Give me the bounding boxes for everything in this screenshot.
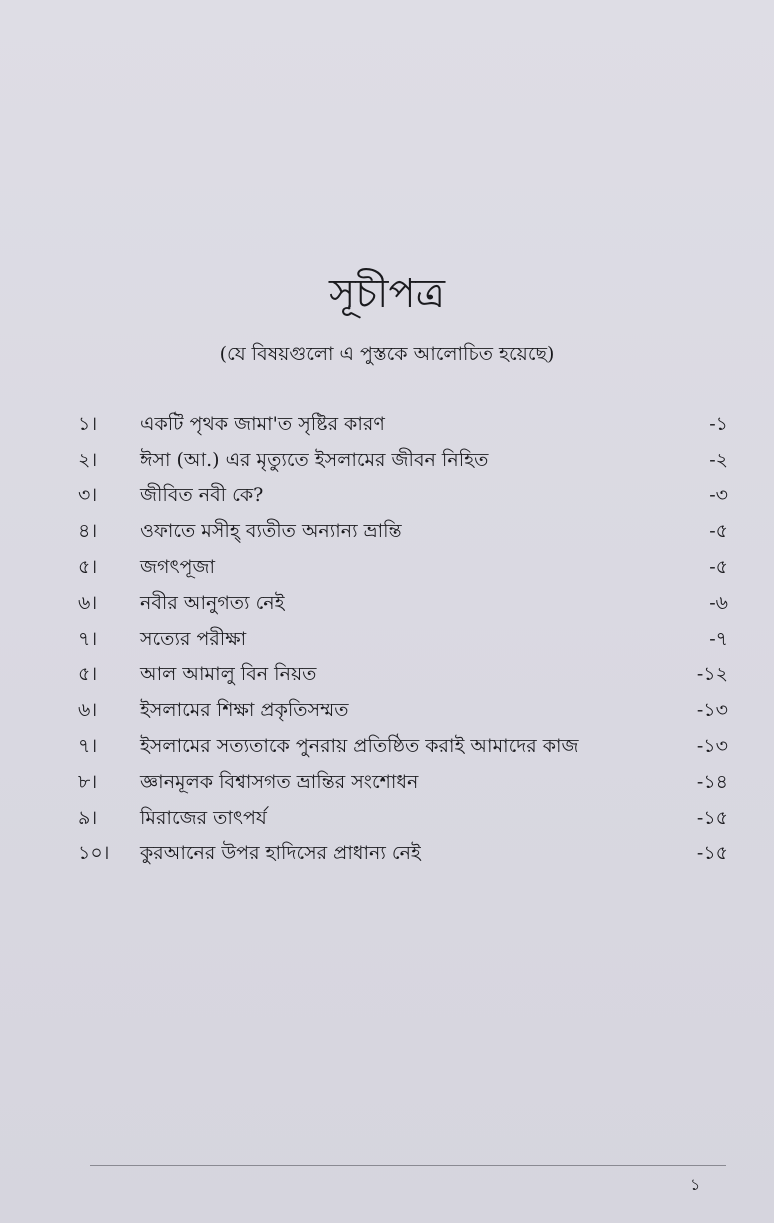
- toc-entry: [78, 838, 728, 874]
- toc-entry-title: ইসলামের সত্যতাকে পুনরায় প্রতিষ্ঠিত করাই আমাদের কাজ: [140, 735, 579, 758]
- toc-entry: [78, 802, 728, 838]
- toc-entry-title: জগৎপূজা: [140, 556, 216, 579]
- page-title: সূচীপত্র: [329, 271, 445, 317]
- page-subtitle: (যে বিষয়গুলো এ পুস্তকে আলোচিত হয়েছে): [219, 343, 555, 365]
- toc-entry-page: -১৫: [696, 842, 728, 865]
- toc-entry-title: একটি পৃথক জামা'ত সৃষ্টির কারণ: [140, 412, 385, 435]
- toc-entry: [78, 623, 728, 659]
- toc-entry-number: ৫।: [78, 663, 98, 686]
- toc-entry: [78, 515, 728, 551]
- toc-entry-number: ১০।: [78, 842, 110, 865]
- page-number: ১: [690, 1175, 701, 1194]
- toc-entry-title: কুরআনের উপর হাদিসের প্রাধান্য নেই: [140, 842, 421, 865]
- toc-entry-page: -৬: [709, 591, 728, 614]
- toc-entry-title: মিরাজের তাৎপর্য: [140, 806, 267, 829]
- toc-entry: [78, 551, 728, 587]
- toc-entry-page: -১২: [696, 663, 728, 686]
- toc-entry-page: -১: [709, 412, 728, 435]
- toc-entry-number: ৭।: [78, 735, 98, 758]
- toc-entry: [78, 444, 728, 480]
- toc-entry-title: সত্যের পরীক্ষা: [140, 627, 247, 650]
- toc-entry-number: ২।: [78, 448, 98, 471]
- toc-entry-title: ঈসা (আ.) এর মৃত্যুতে ইসলামের জীবন নিহিত: [140, 448, 489, 471]
- toc-entry-number: ৬।: [78, 591, 98, 614]
- toc-entry-number: ৭।: [78, 627, 98, 650]
- toc-entry: [78, 730, 728, 766]
- toc-entry-number: ৫।: [78, 556, 98, 579]
- toc-entry: [78, 408, 728, 444]
- table-of-contents: [78, 408, 728, 873]
- toc-entry-title: ইসলামের শিক্ষা প্রকৃতিসম্মত: [140, 699, 349, 722]
- toc-entry-number: ৯।: [78, 806, 98, 829]
- toc-entry-number: ৪।: [78, 520, 98, 543]
- toc-entry-title: জীবিত নবী কে?: [140, 484, 264, 507]
- toc-entry-page: -১৪: [696, 770, 728, 793]
- footer-rule: [90, 1165, 726, 1166]
- toc-entry: [78, 480, 728, 516]
- toc-entry-number: ১।: [78, 412, 98, 435]
- toc-entry-page: -১৩: [696, 699, 728, 722]
- toc-entry-page: -৩: [709, 484, 728, 507]
- toc-entry-title: আল আমালু বিন নিয়ত: [140, 663, 317, 686]
- toc-entry-page: -৫: [709, 556, 728, 579]
- toc-entry-page: -১৩: [696, 735, 728, 758]
- toc-entry-page: -৭: [709, 627, 728, 650]
- toc-entry-number: ৩।: [78, 484, 98, 507]
- toc-entry-title: জ্ঞানমূলক বিশ্বাসগত ভ্রান্তির সংশোধন: [140, 770, 419, 793]
- toc-entry-title: ওফাতে মসীহ্ ব্যতীত অন্যান্য ভ্রান্তি: [140, 520, 402, 543]
- toc-entry: [78, 587, 728, 623]
- toc-entry-page: -৫: [709, 520, 728, 543]
- toc-entry-number: ৮।: [78, 770, 98, 793]
- toc-entry: [78, 766, 728, 802]
- toc-entry-page: -২: [709, 448, 728, 471]
- toc-entry: [78, 659, 728, 695]
- toc-entry-title: নবীর আনুগত্য নেই: [140, 591, 285, 614]
- toc-entry: [78, 694, 728, 730]
- toc-entry-number: ৬।: [78, 699, 98, 722]
- toc-entry-page: -১৫: [696, 806, 728, 829]
